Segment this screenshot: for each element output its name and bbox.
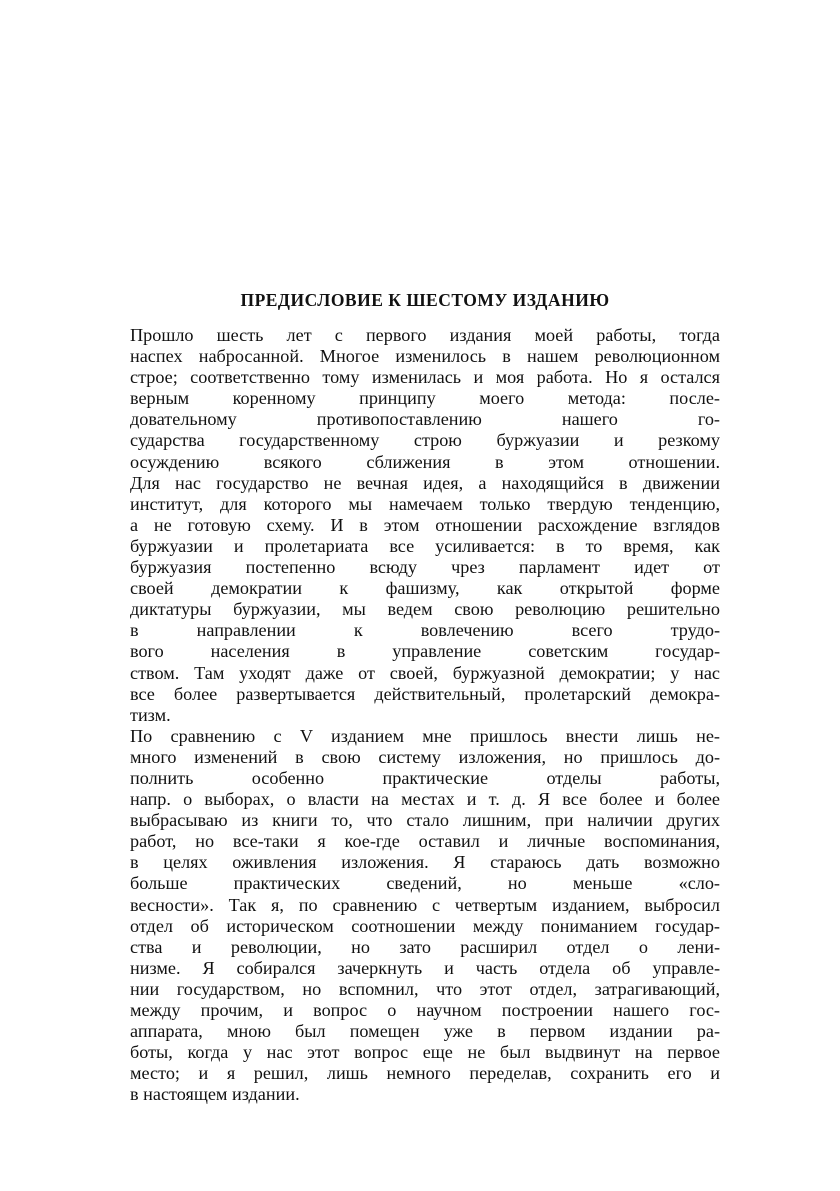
text-line: отдел об историческом соотношении между пониманием государ-: [130, 915, 720, 936]
text-line: весности». Так я, по сравнению с четвертым изданием, выбросил: [130, 894, 720, 915]
text-line: нии государством, но вспомнил, что этот отдел, затрагивающий,: [130, 978, 720, 999]
text-line: много изменений в свою систему изложения, но пришлось до-: [130, 746, 720, 767]
text-line: ства и революции, но зато расширил отдел о лени-: [130, 936, 720, 957]
text-line: между прочим, и вопрос о научном построении нашего гос-: [130, 1000, 720, 1020]
text-line: полнить особенно практические отделы работы,: [130, 767, 720, 788]
text-line: тизм.: [130, 704, 171, 725]
text-line: место; и я решил, лишь немного переделав, сохранить его и: [130, 1063, 720, 1084]
text-line: в направлении к вовлечению всего трудо-: [130, 620, 720, 641]
text-line: в целях оживления изложения. Я стараюсь дать возможно: [130, 852, 720, 873]
text-line: буржуазии и пролетариата все усиливается: в то время, как: [130, 535, 720, 556]
text-line: вого населения в управление советским государ-: [130, 641, 720, 662]
text-line: Прошло шесть лет с первого издания моей работы, тогда: [130, 325, 720, 345]
text-line: все более развертывается действительный, пролетарский демокра-: [130, 683, 720, 704]
text-line: строе; соответственно тому изменилась и моя работа. Но я остался: [130, 367, 720, 388]
text-line: в настоящем издании.: [130, 1084, 300, 1105]
text-line: довательному противопоставлению нашего го-: [130, 409, 720, 430]
text-line: напр. о выборах, о власти на местах и т. д. Я все более и более: [130, 789, 720, 810]
text-line: своей демократии к фашизму, как открытой форме: [130, 578, 720, 599]
text-line: Для нас государство не вечная идея, а находящийся в движении: [130, 472, 720, 493]
text-line: аппарата, мною был помещен уже в первом издании ра-: [130, 1021, 720, 1042]
text-line: верным коренному принципу моего метода: после-: [130, 388, 720, 409]
text-line: осуждению всякого сближения в этом отношении.: [130, 451, 720, 472]
text-line: работ, но все-таки я кое-где оставил и личные воспоминания,: [130, 831, 720, 852]
text-line: сударства государственному строю буржуазии и резкому: [130, 430, 720, 451]
text-line: боты, когда у нас этот вопрос еще не был выдвинут на первое: [130, 1042, 720, 1063]
text-line: диктатуры буржуазии, мы ведем свою революцию решительно: [130, 599, 720, 620]
text-line: наспех набросанной. Многое изменилось в нашем революционном: [130, 346, 720, 367]
text-line: институт, для которого мы намечаем только твердую тенденцию,: [130, 493, 720, 514]
text-line: выбрасываю из книги то, что стало лишним, при наличии других: [130, 810, 720, 831]
text-line: буржуазия постепенно всюду чрез парламент идет от: [130, 557, 720, 578]
text-line: ством. Там уходят даже от своей, буржуазной демократии; у нас: [130, 662, 720, 683]
text-line: больше практических сведений, но меньше «сло-: [130, 873, 720, 894]
text-line: По сравнению с V изданием мне пришлось внести лишь не-: [130, 725, 720, 746]
body-text: [130, 325, 720, 1105]
page-title: ПРЕДИСЛОВИЕ К ШЕСТОМУ ИЗДАНИЮ: [240, 290, 610, 310]
text-line: а не готовую схему. И в этом отношении расхождение взглядов: [130, 514, 720, 535]
text-line: низме. Я собирался зачеркнуть и часть отдела об управле-: [130, 957, 720, 978]
